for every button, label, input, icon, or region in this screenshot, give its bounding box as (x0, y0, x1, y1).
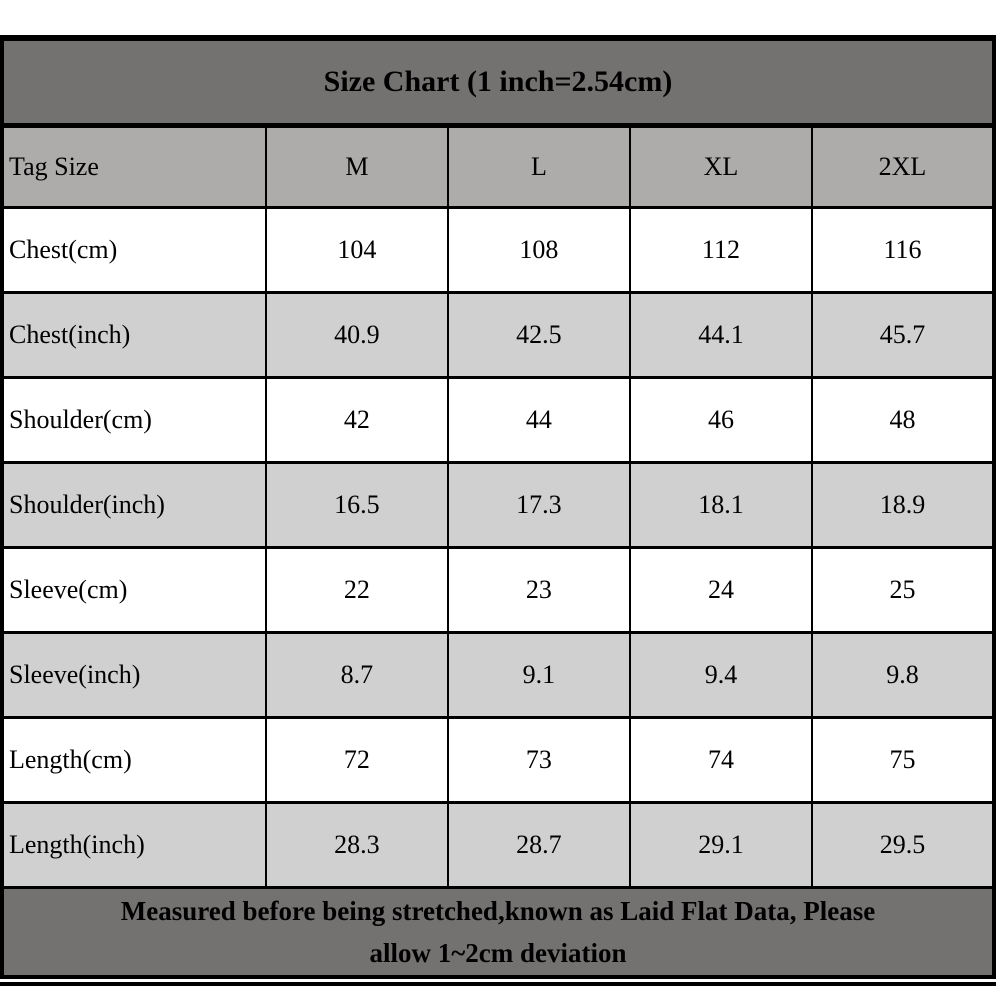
cell-value: 8.7 (266, 633, 448, 718)
cell-value: 44.1 (630, 293, 812, 378)
cell-value: 108 (448, 208, 630, 293)
column-header-l: L (448, 126, 630, 208)
row-label: Length(inch) (2, 803, 266, 888)
table-row (2, 718, 994, 803)
row-label: Chest(inch) (2, 293, 266, 378)
cell-value: 22 (266, 548, 448, 633)
cell-value: 9.4 (630, 633, 812, 718)
table-row (2, 548, 994, 633)
cell-value: 24 (630, 548, 812, 633)
cell-value: 28.3 (266, 803, 448, 888)
table-footer-note (2, 888, 994, 978)
cell-value: 28.7 (448, 803, 630, 888)
bottom-double-border (0, 982, 996, 986)
column-header-2xl: 2XL (812, 126, 994, 208)
cell-value: 42.5 (448, 293, 630, 378)
cell-value: 104 (266, 208, 448, 293)
row-label: Shoulder(cm) (2, 378, 266, 463)
footer-line-1: Measured before being stretched,known as Laid Flat Data, Please (120, 896, 876, 926)
cell-value: 18.9 (812, 463, 994, 548)
cell-value: 23 (448, 548, 630, 633)
cell-value: 18.1 (630, 463, 812, 548)
row-label: Chest(cm) (2, 208, 266, 293)
cell-value: 116 (812, 208, 994, 293)
cell-value: 17.3 (448, 463, 630, 548)
table-title: Size Chart (1 inch=2.54cm) (2, 38, 994, 126)
table-row (2, 208, 994, 293)
column-header-xl: XL (630, 126, 812, 208)
title-row (2, 38, 994, 126)
cell-value: 16.5 (266, 463, 448, 548)
footer-row (2, 888, 994, 978)
column-header-tag-size: Tag Size (2, 126, 266, 208)
row-label: Sleeve(inch) (2, 633, 266, 718)
cell-value: 46 (630, 378, 812, 463)
cell-value: 48 (812, 378, 994, 463)
footer-line-2: allow 1~2cm deviation (369, 938, 627, 968)
row-label: Sleeve(cm) (2, 548, 266, 633)
cell-value: 72 (266, 718, 448, 803)
cell-value: 112 (630, 208, 812, 293)
cell-value: 40.9 (266, 293, 448, 378)
cell-value: 9.1 (448, 633, 630, 718)
cell-value: 44 (448, 378, 630, 463)
table-row (2, 293, 994, 378)
table-row (2, 633, 994, 718)
cell-value: 29.1 (630, 803, 812, 888)
table-row (2, 378, 994, 463)
column-header-m: M (266, 126, 448, 208)
cell-value: 25 (812, 548, 994, 633)
table-row (2, 463, 994, 548)
cell-value: 45.7 (812, 293, 994, 378)
cell-value: 29.5 (812, 803, 994, 888)
size-chart-table (0, 35, 996, 979)
cell-value: 73 (448, 718, 630, 803)
cell-value: 9.8 (812, 633, 994, 718)
table-row (2, 803, 994, 888)
cell-value: 42 (266, 378, 448, 463)
row-label: Shoulder(inch) (2, 463, 266, 548)
cell-value: 75 (812, 718, 994, 803)
cell-value: 74 (630, 718, 812, 803)
row-label: Length(cm) (2, 718, 266, 803)
header-row (2, 126, 994, 208)
